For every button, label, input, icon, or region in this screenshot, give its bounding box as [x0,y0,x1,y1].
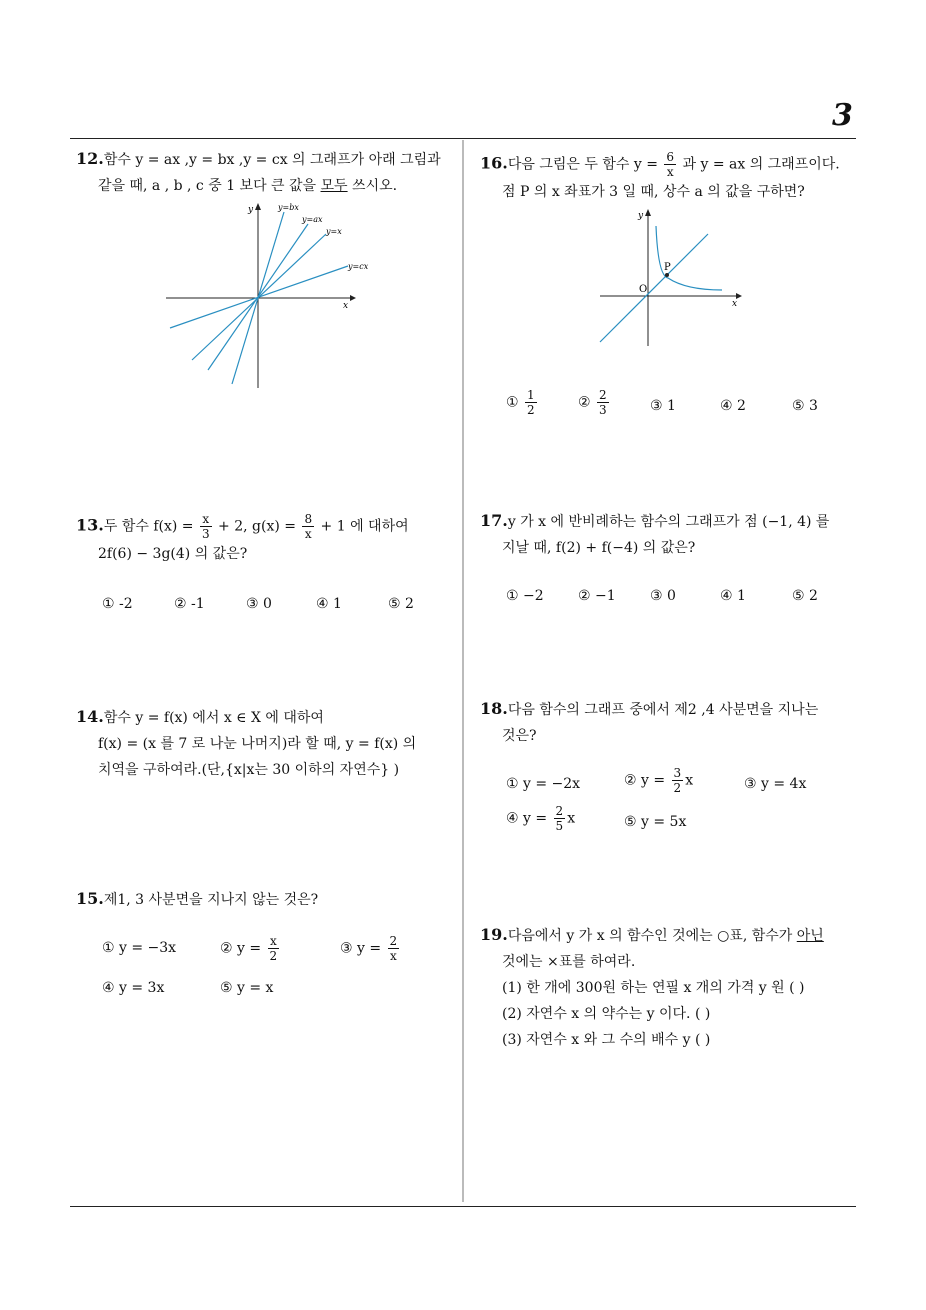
choice-text: ④ y = [506,810,552,827]
choice-symbol: ① [506,394,519,411]
page-number: 3 [832,98,853,133]
question-text: 함수 y = ax ,y = bx ,y = cx 의 그래프가 아래 그림과 [103,152,441,168]
choice-text: ② y = [220,940,266,957]
line-ax [600,234,708,342]
question-text: 함수 y = f(x) 에서 x ∈ X 에 대하여 [103,710,324,726]
choice[interactable]: ③ 1 [650,398,676,414]
denominator: x [666,165,674,179]
choice[interactable] [578,388,611,417]
x-axis-arrow [350,295,356,301]
denominator: x [389,949,397,963]
question-text: y 가 x 에 반비례하는 함수의 그래프가 점 (−1, 4) 를 [507,514,830,530]
choice[interactable] [506,388,539,417]
question-text: 2f(6) − 3g(4) 의 값은? [98,546,248,562]
numerator: 8 [304,512,313,526]
question-15 [76,886,458,913]
denominator: 2 [269,949,278,963]
choice[interactable]: ③ 0 [246,596,272,612]
question-text: + 2, g(x) = [213,518,301,535]
y-axis-arrow [645,209,651,216]
fraction [388,934,400,963]
q15-choices [102,934,442,1004]
choice[interactable]: ③ y = 4x [744,776,807,792]
question-text: 점 P 의 x 좌표가 3 일 때, 상수 a 의 값을 구하면? [502,184,805,200]
question-16 [480,150,864,205]
numerator: 1 [527,388,535,402]
point-p [665,273,669,277]
x-axis-label: x [732,299,738,309]
choice[interactable]: ④ 2 [720,398,746,414]
question-text: 제1, 3 사분면을 지나지 않는 것은? [103,892,319,908]
numerator: x [200,512,212,527]
question-text: f(x) = (x 를 7 로 나눈 나머지)라 할 때, y = f(x) 의 [98,736,417,752]
x-axis-label: x [343,301,349,311]
choice[interactable]: ④ 1 [720,588,746,604]
y-axis-arrow [255,203,261,210]
numerator: 2 [555,804,564,818]
choice[interactable]: ⑤ 2 [792,588,818,604]
choice-text: x [685,772,694,789]
question-number: 13. [76,515,104,535]
question-text: 과 y = ax 의 그래프이다. [678,156,840,173]
choice-symbol: ② [578,394,591,411]
choice-text: ③ y = [340,940,386,957]
question-text: 같을 때, a , b , c 중 1 보다 큰 값을 [98,178,321,194]
question-19 [480,922,864,1053]
label-cx: y=cx [348,262,369,271]
choice[interactable]: ① y = −3x [102,940,177,956]
fraction [597,388,609,417]
header-rule [70,138,856,139]
choice[interactable]: ④ 1 [316,596,342,612]
question-number: 12. [76,149,104,168]
origin-label: O [639,284,648,295]
y-axis-label: y [248,205,254,215]
numerator: 6 [666,150,675,164]
choice[interactable]: ② -1 [174,596,205,612]
question-number: 18. [480,699,508,718]
question-17 [480,508,864,561]
label-bx: y=bx [278,203,299,212]
q16-graph [598,206,748,348]
label-ax: y=ax [302,215,323,224]
point-p-label: P [664,262,671,273]
choice[interactable]: ② −1 [578,588,616,604]
denominator: 2 [673,781,682,795]
list-item: (1) 한 개에 300원 하는 연필 x 개의 가격 y 원 ( ) [502,980,805,996]
choice[interactable] [624,766,693,795]
denominator: 3 [201,527,210,541]
numerator: 2 [389,934,398,948]
list-item: (3) 자연수 x 와 그 수의 배수 y ( ) [502,1032,711,1048]
label-x: y=x [326,227,342,236]
denominator: x [304,527,312,541]
question-text: + 1 에 대하여 [316,518,409,535]
list-item: (2) 자연수 x 의 약수는 y 이다. ( ) [502,1006,711,1022]
q16-choices [506,388,846,428]
numerator: 2 [599,388,607,402]
question-text: 것에는 ×표를 하여라. [502,954,636,970]
numerator: x [268,934,280,949]
underlined-word: 모두 [320,178,348,194]
line-cx [170,266,348,328]
y-axis-label: y [638,211,644,221]
q18-choices [506,764,846,844]
question-13 [76,512,458,567]
underlined-word: 아닌 [796,928,824,944]
question-number: 15. [76,889,104,908]
question-text: 것은? [502,728,537,744]
question-18 [480,696,864,749]
question-text: 쓰시오. [347,178,398,194]
hyperbola [656,226,722,290]
choice[interactable]: ① −2 [506,588,544,604]
choice[interactable]: ③ 0 [650,588,676,604]
fraction [554,804,566,833]
fraction [672,766,684,795]
choice[interactable]: ④ y = 3x [102,980,165,996]
choice-text: ② y = [624,772,670,789]
choice[interactable]: ⑤ y = x [220,980,274,996]
choice[interactable]: ⑤ 3 [792,398,818,414]
question-number: 16. [480,153,508,173]
fraction [664,150,676,179]
choice[interactable]: ⑤ y = 5x [624,814,687,830]
fraction [302,512,314,541]
fraction [268,934,280,963]
question-text: 지날 때, f(2) + f(−4) 의 값은? [502,540,696,556]
choice[interactable]: ① y = −2x [506,776,581,792]
choice-text: x [567,810,576,827]
denominator: 3 [599,403,607,417]
question-14 [76,704,458,783]
column-divider [462,140,464,1202]
question-12 [76,146,458,199]
question-text: 다음 함수의 그래프 중에서 제2 ,4 사분면을 지나는 [507,702,819,718]
q12-graph [160,200,380,390]
footer-rule [70,1206,856,1207]
question-number: 19. [480,925,508,944]
question-number: 17. [480,511,508,530]
choice[interactable] [220,934,281,963]
question-text: 치역을 구하여라.(단,{x|x는 30 이하의 자연수} ) [98,762,400,778]
question-number: 14. [76,707,104,726]
choice[interactable] [506,804,575,833]
numerator: 3 [673,766,682,780]
fraction [200,512,212,541]
choice[interactable] [340,934,401,963]
question-text: 다음 그림은 두 함수 y = [507,156,663,173]
choice[interactable]: ① -2 [102,596,133,612]
question-text: 다음에서 y 가 x 의 함수인 것에는 ○표, 함수가 [507,928,797,944]
denominator: 2 [527,403,535,417]
question-text: 두 함수 f(x) = [103,518,198,535]
denominator: 5 [555,819,564,833]
fraction [525,388,537,417]
choice[interactable]: ⑤ 2 [388,596,414,612]
